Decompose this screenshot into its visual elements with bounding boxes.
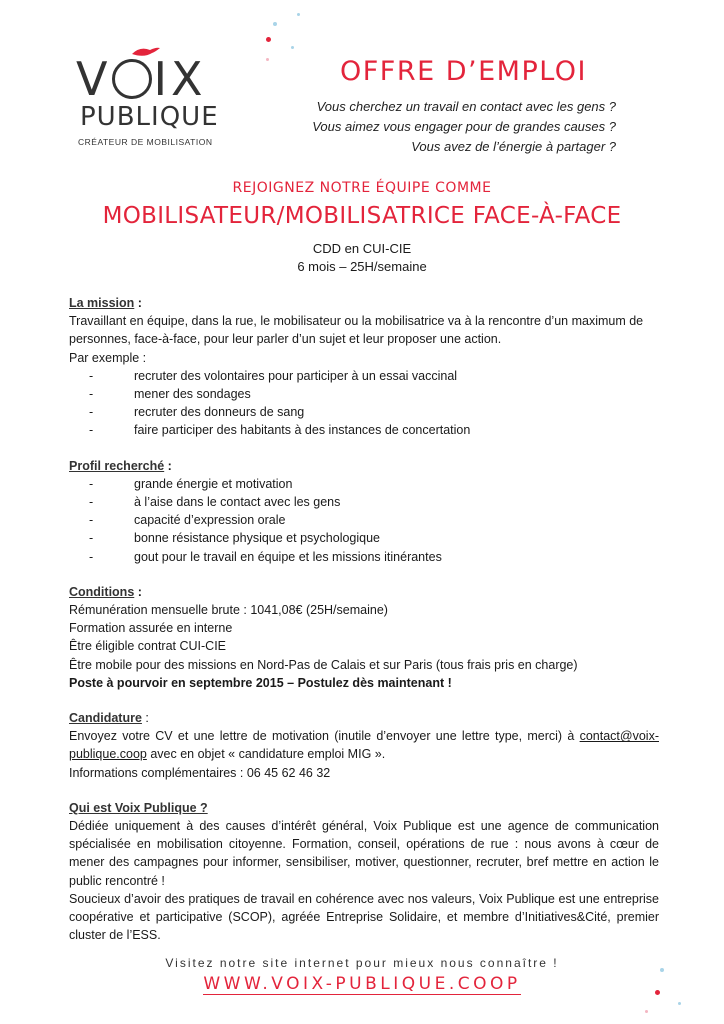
about-paragraph: Soucieux d’avoir des pratiques de travail en cohérence avec nos valeurs, Voix Publique est une entreprise coopérative et participative (SCOP), agréée Entreprise Solidaire, et membre d’Initiatives&Cité, premier cluster de l’ESS. — [69, 891, 659, 943]
mission-text: Travaillant en équipe, dans la rue, le mobilisateur ou la mobilisatrice va à la rencontre d’un maximum de personnes, face-à-face, pour leur parler d’un sujet et leur proposer une action. — [69, 314, 644, 347]
contact-email-link[interactable]: contact@voix-publique.coop — [69, 729, 659, 762]
list-item: - mener des sondages — [89, 385, 659, 403]
decor-dot — [645, 1010, 648, 1013]
candidature-text-1: Envoyez votre CV et une lettre de motivation (inutile d’envoyer une lettre type, merci) à — [69, 729, 575, 744]
mission-heading: La mission — [69, 296, 135, 310]
list-item: - capacité d’expression orale — [89, 511, 659, 529]
footer-website — [0, 974, 724, 994]
conditions-heading: Conditions — [69, 584, 135, 599]
about-paragraph: Dédiée uniquement à des causes d’intérêt général, Voix Publique est une agence de communication spécialisée en mobilisation citoyenne. Formation, conseil, opérations de rue : nous avons à cœur de mener des campagnes pour informer, sensibiliser, motiver, questionner, recruter, bref mettre en action le public rencontré ! — [69, 819, 659, 888]
mission-heading-suffix: : — [134, 296, 142, 310]
candidature-heading: Candidature — [69, 711, 142, 726]
website-link[interactable]: WWW.VOIX-PUBLIQUE.COOP — [203, 974, 521, 994]
condition-line: Être éligible contrat CUI-CIE — [69, 639, 227, 654]
section-heading-mission — [69, 294, 659, 312]
decor-dot — [678, 1002, 681, 1005]
about-heading: Qui est Voix Publique ? — [69, 800, 208, 815]
candidature-heading-suffix: : — [141, 711, 149, 726]
intro-line: Vous avez de l’énergie à partager ? — [411, 139, 616, 154]
list-item: - gout pour le travail en équipe et les missions itinérantes — [89, 548, 659, 566]
decor-dot — [273, 22, 277, 26]
intro-line: Vous aimez vous engager pour de grandes causes ? — [312, 119, 616, 134]
conditions-highlight: Poste à pourvoir en septembre 2015 – Postulez dès maintenant ! — [69, 675, 452, 690]
decor-dot — [266, 58, 269, 61]
decor-dot — [291, 46, 294, 49]
page-title: OFFRE D’EMPLOI — [340, 56, 588, 87]
footer-visit-text: Visitez notre site internet pour mieux nous connaître ! — [165, 956, 559, 970]
intro-line: Vous cherchez un travail en contact avec les gens ? — [316, 99, 616, 114]
bird-icon — [130, 44, 162, 60]
profil-list — [69, 475, 659, 566]
candidature-info: Informations complémentaires : 06 45 62 46 32 — [69, 765, 331, 780]
section-heading-candidature — [69, 709, 659, 727]
profil-heading: Profil recherché — [69, 458, 165, 473]
logo-voix-start: V — [76, 52, 112, 106]
contract-duration: 6 mois – 25H/semaine — [297, 259, 427, 274]
list-item: - à l’aise dans le contact avec les gens — [89, 493, 659, 511]
logo-tagline: CRÉATEUR DE MOBILISATION — [78, 137, 213, 147]
candidature-text — [69, 727, 659, 763]
join-heading: REJOIGNEZ NOTRE ÉQUIPE COMME — [232, 180, 492, 196]
section-heading-conditions — [69, 583, 659, 601]
main-content — [69, 294, 659, 945]
list-item: - recruter des volontaires pour participer à un essai vaccinal — [89, 367, 659, 385]
list-item: - bonne résistance physique et psychologique — [89, 529, 659, 547]
section-heading-profil — [69, 457, 659, 475]
decor-dot — [297, 13, 300, 16]
condition-line: Être mobile pour des missions en Nord-Pas de Calais et sur Paris (tous frais pris en charge) — [69, 657, 578, 672]
decor-dot — [266, 37, 271, 42]
logo-publique: PUBLIQUE — [80, 102, 219, 132]
logo-voix-end: IX — [153, 52, 207, 106]
section-heading-about — [69, 799, 659, 817]
job-contract-info — [0, 240, 724, 276]
list-item: - recruter des donneurs de sang — [89, 403, 659, 421]
conditions-heading-suffix: : — [134, 584, 142, 599]
contract-type: CDD en CUI-CIE — [312, 241, 412, 256]
job-title: MOBILISATEUR/MOBILISATRICE FACE-À-FACE — [102, 203, 622, 229]
list-item: - faire participer des habitants à des instances de concertation — [89, 421, 659, 439]
condition-line: Formation assurée en interne — [69, 621, 233, 636]
logo-o-ring-icon — [112, 59, 152, 99]
candidature-text-2: avec en objet « candidature emploi MIG ». — [146, 747, 386, 762]
mission-list — [69, 367, 659, 440]
logo-voix — [76, 52, 207, 106]
list-item: - grande énergie et motivation — [89, 475, 659, 493]
mission-example-label: Par exemple : — [69, 350, 147, 365]
profil-heading-suffix: : — [164, 458, 172, 473]
condition-line: Rémunération mensuelle brute : 1041,08€ (25H/semaine) — [69, 603, 388, 618]
